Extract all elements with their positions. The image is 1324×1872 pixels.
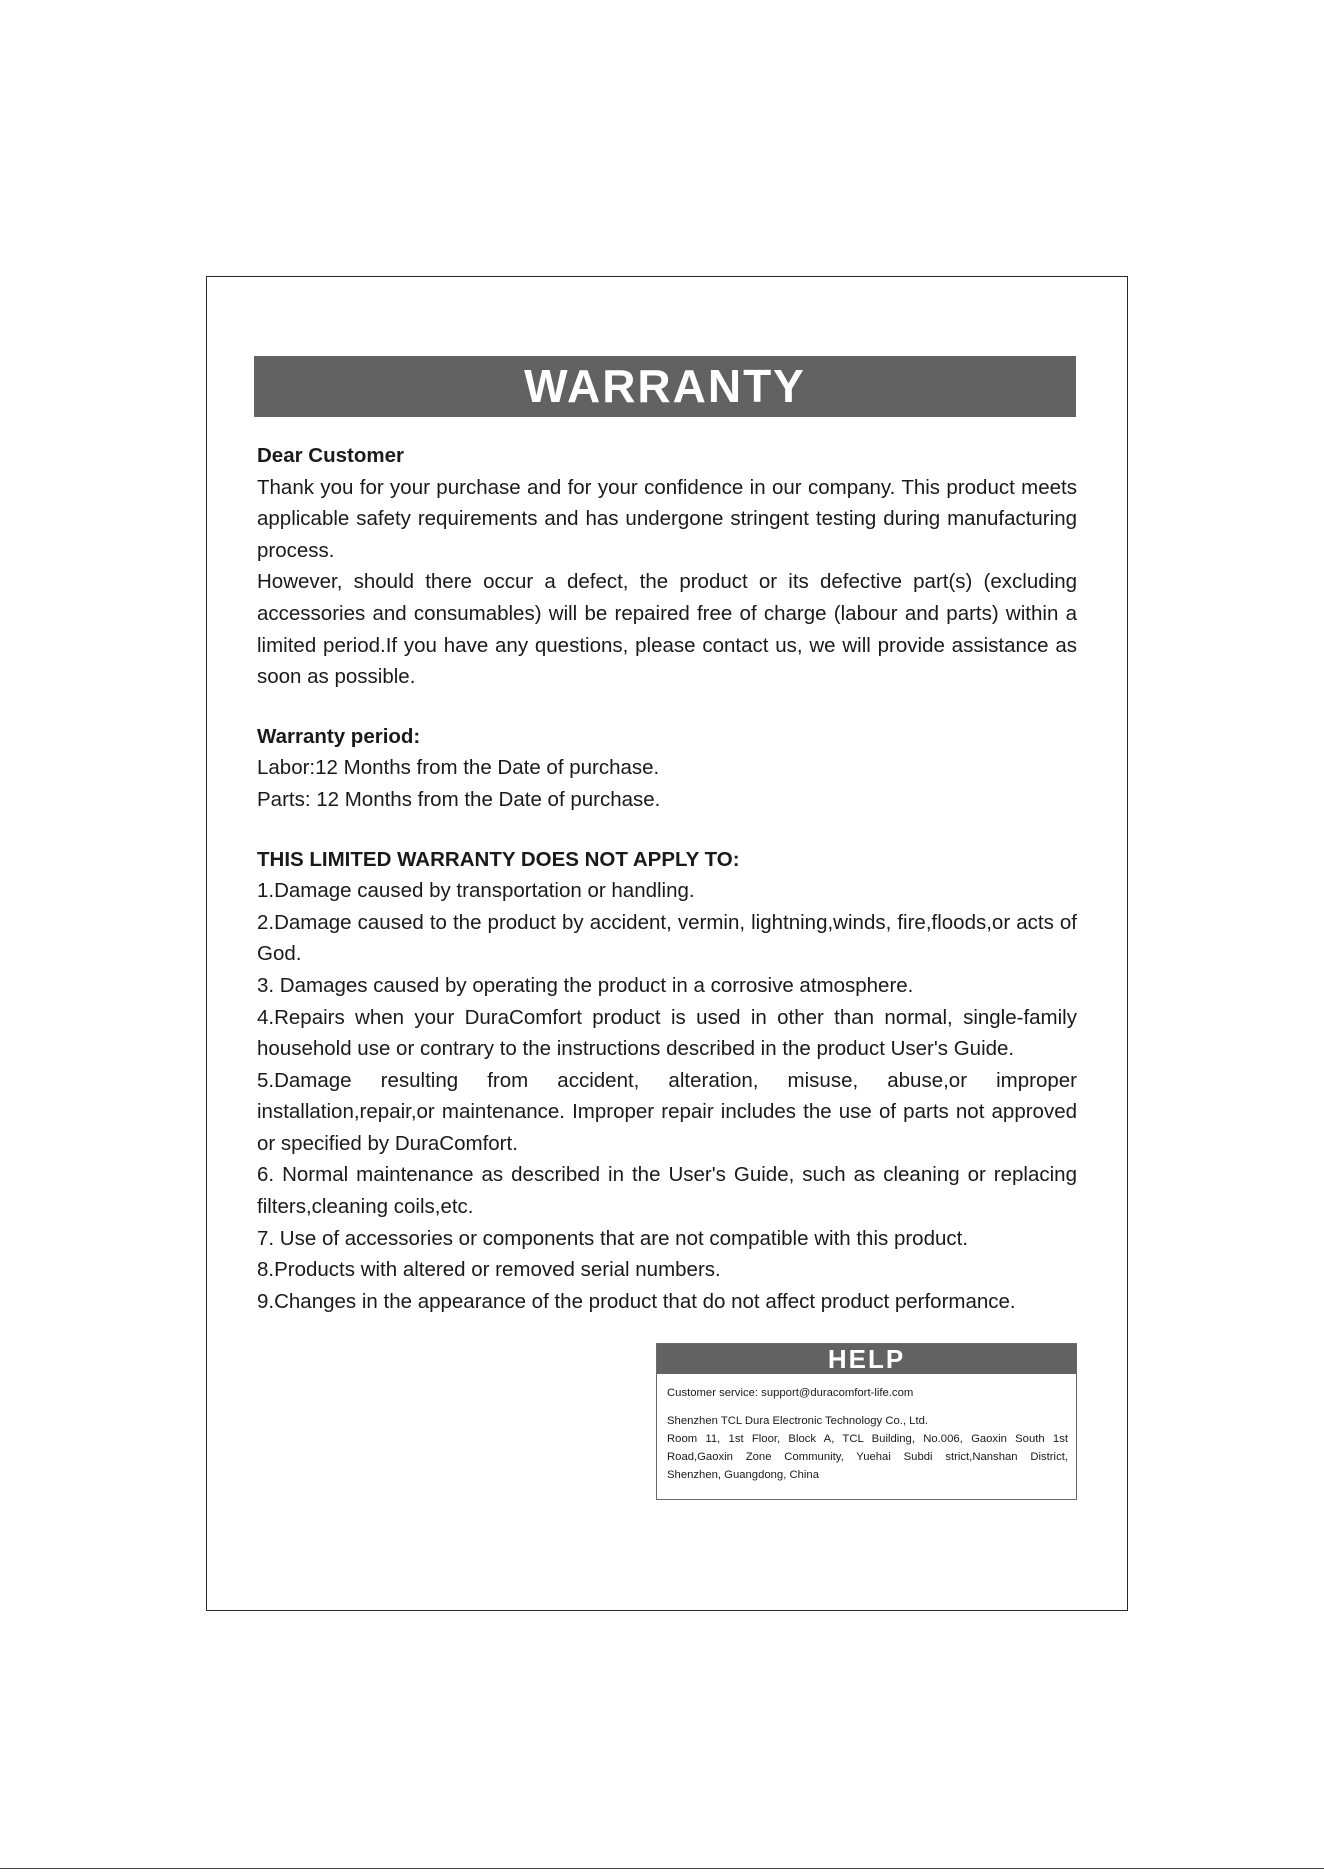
exclusion-item: 9.Changes in the appearance of the product that do not affect product performance. [257,1289,1016,1313]
labor-period: Labor:12 Months from the Date of purchase. [257,756,660,780]
spacer [257,693,1077,721]
exclusion-item: 3. Damages caused by operating the product in a corrosive atmosphere. [257,973,914,997]
exclusion-item: 1.Damage caused by transportation or handling. [257,879,695,903]
company-name: Shenzhen TCL Dura Electronic Technology Co., Ltd. [667,1415,929,1427]
help-body [657,1374,1076,1484]
exclusion-item: 2.Damage caused to the product by accident, vermin, lightning,winds, fire,floods,or acts of God. [257,910,1077,966]
exclusion-item: 8.Products with altered or removed serial numbers. [257,1258,721,1282]
warranty-period-heading: Warranty period: [257,724,421,748]
bottom-divider [0,1868,1324,1869]
exclusion-item: 7. Use of accessories or components that are not compatible with this product. [257,1226,969,1250]
address-line-3: Shenzhen, Guangdong, China [667,1469,820,1481]
exclusions-heading: THIS LIMITED WARRANTY DOES NOT APPLY TO: [257,847,740,871]
customer-service-email: Customer service: support@duracomfort-life.com [667,1387,914,1399]
intro-heading: Dear Customer [257,444,404,467]
address-line-2: Road,Gaoxin Zone Community, Yuehai Subdi strict,Nanshan District, [667,1451,1068,1463]
address-line-1: Room 11, 1st Floor, Block A, TCL Building, No.006, Gaoxin South 1st [667,1433,1068,1445]
intro-paragraph-2: However, should there occur a defect, the product or its defective part(s) (excluding accessories and consumables) will be repaired free of charge (labour and parts) within a limited period.If you have any questions, please contact us, we will provide assistance as soon as possible. [257,570,1077,689]
help-title: HELP [657,1344,1076,1374]
exclusion-item: 5.Damage resulting from accident, alteration, misuse, abuse,or improper installation,repair,or maintenance. Improper repair includes the use of parts not approved or specified by DuraComfort. [257,1068,1077,1155]
warranty-content [257,440,1077,1317]
exclusion-item: 4.Repairs when your DuraComfort product is used in other than normal, single-family household use or contrary to the instructions described in the product User's Guide. [257,1005,1077,1061]
intro-paragraph-1: Thank you for your purchase and for your confidence in our company. This product meets applicable safety requirements and has undergone stringent testing during manufacturing process. [257,475,1077,562]
spacer [257,816,1077,844]
help-box [656,1343,1077,1500]
warranty-banner: WARRANTY [254,356,1076,417]
exclusion-item: 6. Normal maintenance as described in the User's Guide, such as cleaning or replacing filters,cleaning coils,etc. [257,1163,1077,1219]
spacer [667,1402,1068,1412]
parts-period: Parts: 12 Months from the Date of purchase. [257,787,661,811]
